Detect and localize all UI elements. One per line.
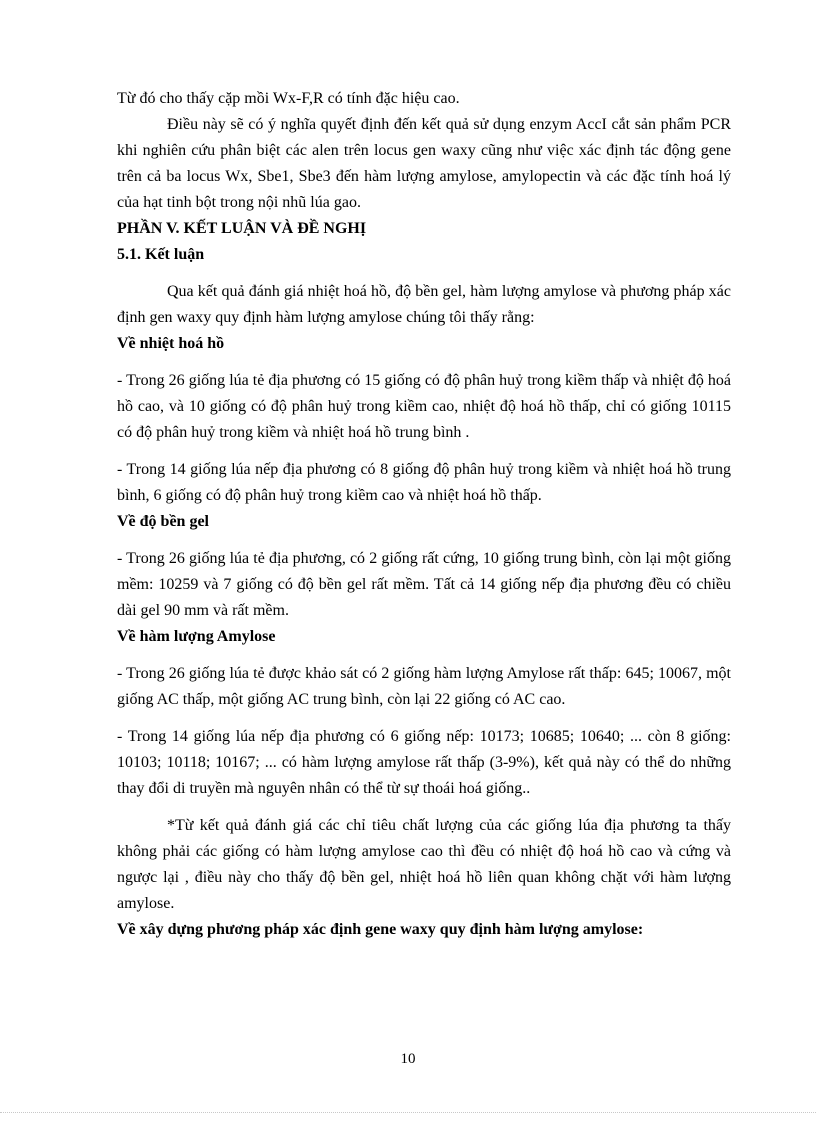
part-heading: PHẦN V. KẾT LUẬN VÀ ĐỀ NGHỊ [117, 220, 367, 237]
subheading-gelatinization: Về nhiệt hoá hồ [117, 335, 225, 352]
paragraph-conclusion-intro: Qua kết quả đánh giá nhiệt hoá hồ, độ bền gel, hàm lượng amylose và phương pháp xác định gen waxy quy định hàm lượng amylose chúng tôi thấy rằng: [117, 283, 731, 326]
paragraph-amylose-glutinous: - Trong 14 giống lúa nếp địa phương có 6 giống nếp: 10173; 10685; 10640; ... còn 8 giống: 10103; 10118; 10167; ... có hàm lượng amylose rất thấp (3-9%), kết quả này có thể do những thay đổi di truyền mà nguyên nhân có thể từ sự thoái hoá giống.. [117, 728, 731, 797]
subheading-gel-consistency: Về độ bền gel [117, 513, 209, 530]
paragraph-enzyme-significance: Điều này sẽ có ý nghĩa quyết định đến kết quả sử dụng enzym AccI cắt sản phẩm PCR khi nghiên cứu phân biệt các alen trên locus gen waxy cũng như việc xác định tác động gene trên cả ba locus Wx, Sbe1, Sbe3 đến hàm lượng amylose, amylopectin và các đặc tính hoá lý của hạt tinh bột trong nội nhũ lúa gao. [117, 116, 731, 211]
paragraph-gel-consistency: - Trong 26 giống lúa tẻ địa phương, có 2 giống rất cứng, 10 giống trung bình, còn lại một giống mềm: 10259 và 7 giống có độ bền gel rất mềm. Tất cả 14 giống nếp địa phương đều có chiều dài gel 90 mm và rất mềm. [117, 550, 731, 619]
paragraph-primer-specificity: Từ đó cho thấy cặp mồi Wx-F,R có tính đặc hiệu cao. [117, 90, 460, 107]
paragraph-quality-summary: *Từ kết quả đánh giá các chỉ tiêu chất lượng của các giống lúa địa phương ta thấy không phải các giống có hàm lượng amylose cao thì đều có nhiệt độ hoá hồ cao và cứng và ngược lại , điều này cho thấy độ bền gel, nhiệt hoá hồ liên quan không chặt với hàm lượng amylose. [117, 817, 731, 912]
page-body [117, 86, 731, 943]
page-edge-divider [0, 1112, 816, 1113]
paragraph-gelatinization-glutinous: - Trong 14 giống lúa nếp địa phương có 8 giống độ phân huỷ trong kiềm và nhiệt hoá hồ trung bình, 6 giống có độ phân huỷ trong kiềm cao và nhiệt hoá hồ thấp. [117, 461, 731, 504]
paragraph-amylose-non-glutinous: - Trong 26 giống lúa tẻ được khảo sát có 2 giống hàm lượng Amylose rất thấp: 645; 10067, một giống AC thấp, một giống AC trung bình, còn lại 22 giống có AC cao. [117, 665, 731, 708]
paragraph-gelatinization-non-glutinous: - Trong 26 giống lúa tẻ địa phương có 15 giống có độ phân huỷ trong kiềm thấp và nhiệt độ hoá hồ cao, và 10 giống có độ phân huỷ trong kiềm cao, nhiệt độ hoá hồ thấp, chỉ có giống 10115 có độ phân huỷ trong kiềm và nhiệt hoá hồ trung bình . [117, 372, 731, 441]
subheading-waxy-method: Về xây dựng phương pháp xác định gene waxy quy định hàm lượng amylose: [117, 921, 644, 938]
subheading-amylose: Về hàm lượng Amylose [117, 628, 276, 645]
section-heading: 5.1. Kết luận [117, 246, 205, 263]
page-number: 10 [400, 1051, 416, 1067]
